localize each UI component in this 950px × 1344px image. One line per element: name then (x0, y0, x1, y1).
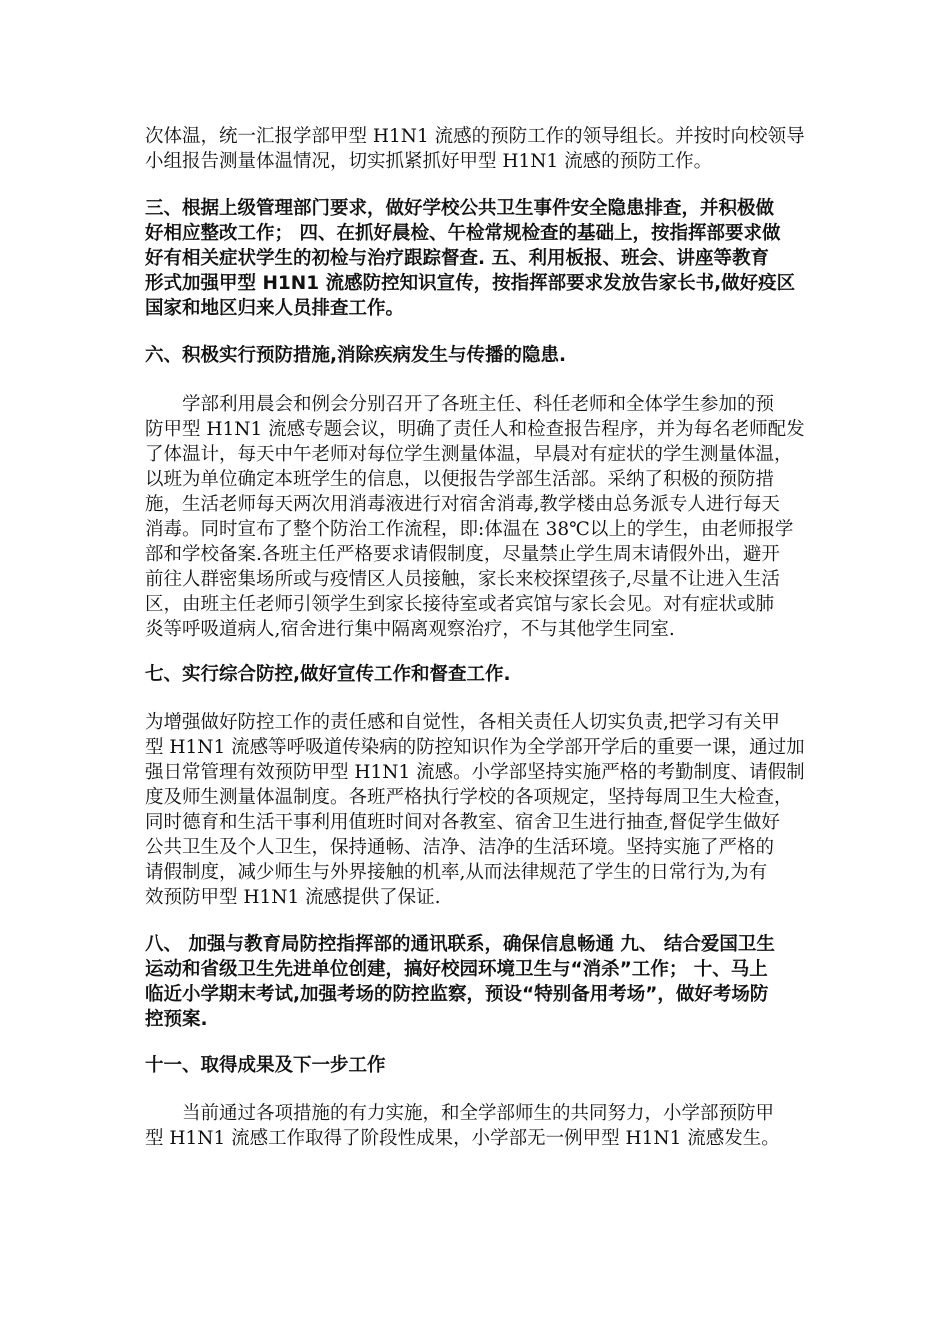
paragraph-intro-continuation (145, 124, 809, 174)
section-heading-six (145, 343, 809, 368)
paragraph-section-six (145, 392, 809, 642)
text-line: 控预案. (145, 1009, 208, 1030)
text-line: 前往人群密集场所或与疫情区人员接触，家长来校探望孩子,尽量不让进入生活 (145, 569, 780, 590)
text-line: 区，由班主任老师引领学生到家长接待室或者宾馆与家长会见。对有症状或肺 (145, 594, 775, 615)
text-line: 形式加强甲型 H1N1 流感防控知识宣传，按指挥部要求发放告家长书,做好疫区 (145, 273, 796, 294)
text-line: 效预防甲型 H1N1 流感提供了保证. (145, 887, 441, 908)
text-line: 好相应整改工作； 四、在抓好晨检、午检常规检查的基础上，按指挥部要求做 (145, 223, 781, 244)
section-heading-seven (145, 662, 809, 687)
paragraph-items-eight-to-ten (145, 932, 809, 1032)
text-line: 公共卫生及个人卫生，保持通畅、洁净、洁净的生活环境。坚持实施了严格的 (145, 837, 775, 858)
text-line: 三、根据上级管理部门要求，做好学校公共卫生事件安全隐患排查，并积极做 (145, 198, 775, 219)
text-line: 强日常管理有效预防甲型 H1N1 流感。小学部坚持实施严格的考勤制度、请假制 (145, 762, 805, 783)
text-line: 国家和地区归来人员排查工作。 (145, 298, 405, 319)
text-line: 学部利用晨会和例会分别召开了各班主任、科任老师和全体学生参加的预 (182, 394, 775, 415)
paragraph-section-eleven (145, 1101, 809, 1151)
text-line: 同时德育和生活干事利用值班时间对各教室、宿舍卫生进行抽查,督促学生做好 (145, 812, 780, 833)
text-line: 消毒。同时宣布了整个防治工作流程，即:体温在 38℃以上的学生，由老师报学 (145, 519, 794, 540)
heading: 十一、取得成果及下一步工作 (145, 1055, 386, 1076)
text-line: 运动和省级卫生先进单位创建，搞好校园环境卫生与“消杀”工作； 十、马上 (145, 959, 768, 980)
heading: 六、积极实行预防措施,消除疾病发生与传播的隐患. (145, 345, 567, 366)
section-heading-eleven (145, 1053, 809, 1078)
text-line: 次体温，统一汇报学部甲型 H1N1 流感的预防工作的领导组长。并按时向校领导 (145, 126, 805, 147)
text-line: 以班为单位确定本班学生的信息，以便报告学部生活部。采纳了积极的预防措 (145, 469, 775, 490)
text-line: 施，生活老师每天两次用消毒液进行对宿舍消毒,教学楼由总务派专人进行每天 (145, 494, 780, 515)
text-line: 了体温计，每天中午老师对每位学生测量体温，早晨对有症状的学生测量体温， (145, 444, 793, 465)
text-line: 防甲型 H1N1 流感专题会议，明确了责任人和检查报告程序，并为每名老师配发 (145, 419, 805, 440)
text-line: 为增强做好防控工作的责任感和自觉性，各相关责任人切实负责,把学习有关甲 (145, 712, 780, 733)
text-line: 度及师生测量体温制度。各班严格执行学校的各项规定，坚持每周卫生大检查， (145, 787, 793, 808)
text-line: 部和学校备案.各班主任严格要求请假制度，尽量禁止学生周末请假外出，避开 (145, 544, 780, 565)
heading: 七、实行综合防控,做好宣传工作和督查工作. (145, 664, 511, 685)
text-line: 当前通过各项措施的有力实施，和全学部师生的共同努力，小学部预防甲 (182, 1103, 775, 1124)
text-line: 小组报告测量体温情况，切实抓紧抓好甲型 H1N1 流感的预防工作。 (145, 151, 713, 172)
paragraph-section-seven (145, 710, 809, 910)
paragraph-items-three-to-five (145, 196, 809, 321)
text-line: 临近小学期末考试,加强考场的防控监察，预设“特别备用考场”，做好考场防 (145, 984, 769, 1005)
text-line: 八、 加强与教育局防控指挥部的通讯联系，确保信息畅通 九、 结合爱国卫生 (145, 934, 775, 955)
text-line: 请假制度，减少师生与外界接触的机率,从而法律规范了学生的日常行为,为有 (145, 862, 768, 883)
text-line: 好有相关症状学生的初检与治疗跟踪督查. 五、利用板报、班会、讲座等教育 (145, 248, 769, 269)
text-line: 炎等呼吸道病人,宿舍进行集中隔离观察治疗，不与其他学生同室. (145, 619, 675, 640)
text-line: 型 H1N1 流感等呼吸道传染病的防控知识作为全学部开学后的重要一课，通过加 (145, 737, 805, 758)
text-line: 型 H1N1 流感工作取得了阶段性成果，小学部无一例甲型 H1N1 流感发生。 (145, 1128, 780, 1149)
